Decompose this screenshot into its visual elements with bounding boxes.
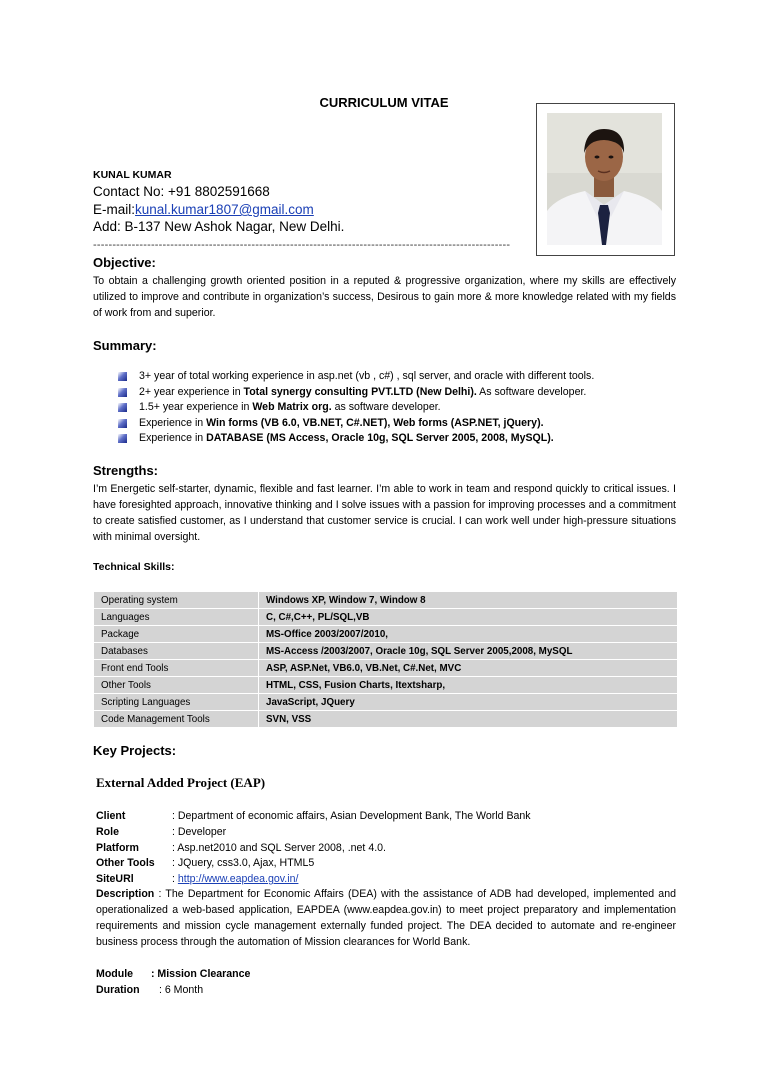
skill-value: MS-Office 2003/2007/2010, <box>259 626 678 643</box>
technical-skills-heading: Technical Skills: <box>93 561 175 573</box>
strengths-text: I’m Energetic self-starter, dynamic, flexible and fast learner. I’m able to work in team and respond quickly to critical issues. I have foresighted approach, innovative thinking and I solve issues with a passion for improving processes and a commitment to create satisfied customer, as I understand that customer service is crucial. I can work well under high-pressure situations with minimal oversight. <box>93 483 676 543</box>
platform-label: Platform <box>96 842 139 854</box>
list-item <box>118 369 594 385</box>
other-tools-label: Other Tools <box>96 857 155 869</box>
other-tools-value: : JQuery, css3.0, Ajax, HTML5 <box>172 857 315 869</box>
summary-heading: Summary: <box>93 338 157 353</box>
skill-category: Scripting Languages <box>94 694 259 711</box>
skill-value: SVN, VSS <box>259 711 678 728</box>
project-site-row <box>96 871 298 887</box>
duration-label: Duration <box>96 984 140 996</box>
platform-value: : Asp.net2010 and SQL Server 2008, .net 4.0. <box>172 842 386 854</box>
email-label: E-mail: <box>93 202 136 217</box>
table-row <box>94 609 678 626</box>
strengths-heading: Strengths: <box>93 463 158 478</box>
duration-value: : 6 Month <box>156 984 204 996</box>
skill-value: MS-Access /2003/2007, Oracle 10g, SQL Server 2005,2008, MySQL <box>259 643 678 660</box>
summary-item-bold: DATABASE (MS Access, Oracle 10g, SQL Server 2005, 2008, MySQL). <box>206 432 554 444</box>
project-module-row <box>96 966 250 982</box>
skill-value: ASP, ASP.Net, VB6.0, VB.Net, C#.Net, MVC <box>259 660 678 677</box>
client-label: Client <box>96 810 126 822</box>
project-description <box>96 886 676 950</box>
address-label: Add: <box>93 219 121 234</box>
skill-category: Front end Tools <box>94 660 259 677</box>
description-label: Description <box>96 888 155 900</box>
project-platform-row <box>96 840 386 856</box>
skill-category: Operating system <box>94 592 259 609</box>
skill-category: Databases <box>94 643 259 660</box>
module-label: Module <box>96 968 134 980</box>
email-link[interactable]: kunal.kumar1807@gmail.com <box>135 202 314 217</box>
contact-label: Contact No: <box>93 184 165 199</box>
technical-skills-table <box>93 591 678 728</box>
summary-item-post: as software developer. <box>331 401 441 413</box>
contact-line <box>93 184 270 199</box>
summary-item-pre: 1.5+ year experience in <box>139 401 253 413</box>
summary-item-pre: 3+ year of total working experience in asp.net (vb , c#) , sql server, and oracle with different tools. <box>139 370 595 382</box>
skill-category: Languages <box>94 609 259 626</box>
site-link[interactable]: http://www.eapdea.gov.in/ <box>177 873 299 885</box>
skill-value: Windows XP, Window 7, Window 8 <box>259 592 678 609</box>
client-value: : Department of economic affairs, Asian Development Bank, The World Bank <box>172 810 531 822</box>
list-item <box>118 400 594 416</box>
table-row <box>94 643 678 660</box>
summary-item-post: As software developer. <box>476 385 587 398</box>
table-row <box>94 694 678 711</box>
email-line <box>93 202 314 217</box>
role-value: : Developer <box>172 826 227 838</box>
description-value: : The Department for Economic Affairs (DEA) with the assistance of ADB had developed, implemented and operationalized a web-based application, EAPDEA (www.eapdea.gov.in) to meet project preparatory and implementation requirements and mission cycle management externally funded project. The DEA decided to automate and re-engineer business process through the automation of Mission clearances for World Bank. <box>96 888 676 948</box>
summary-item-pre: Experience in <box>139 432 207 444</box>
bullet-square-icon <box>118 434 127 443</box>
site-separator: : <box>172 873 178 885</box>
role-label: Role <box>96 826 119 838</box>
summary-item-bold: Total synergy consulting PVT.LTD (New Delhi). <box>243 385 477 398</box>
bullet-square-icon <box>118 372 127 381</box>
skill-category: Package <box>94 626 259 643</box>
objective-text: To obtain a challenging growth oriented position in a reputed & progressive organization, where my skills are effectively utilized to improve and contribute in organization’s success, Desirous to gain more & more knowledge related with my fields of work from and superior. <box>93 275 676 319</box>
person-portrait-icon <box>547 113 662 245</box>
summary-list <box>118 369 594 447</box>
bullet-square-icon <box>118 419 127 428</box>
list-item <box>118 385 594 401</box>
table-row <box>94 626 678 643</box>
site-label: SiteURl <box>96 873 134 885</box>
objective-heading: Objective: <box>93 255 156 270</box>
page-title: CURRICULUM VITAE <box>319 95 449 110</box>
skill-category: Code Management Tools <box>94 711 259 728</box>
project-client-row <box>96 808 531 824</box>
skill-category: Other Tools <box>94 677 259 694</box>
skill-value: HTML, CSS, Fusion Charts, Itextsharp, <box>259 677 678 694</box>
contact-number: +91 8802591668 <box>164 184 270 199</box>
list-item <box>118 416 594 432</box>
list-item <box>118 431 594 447</box>
project-other-tools-row <box>96 855 314 871</box>
skill-value: JavaScript, JQuery <box>259 694 678 711</box>
table-row <box>94 677 678 694</box>
table-row <box>94 660 678 677</box>
skill-value: C, C#,C++, PL/SQL,VB <box>259 609 678 626</box>
project-title: External Added Project (EAP) <box>96 775 266 790</box>
separator-line: ------------------------------------------------------------------------------------------------------------ <box>93 239 511 251</box>
key-projects-heading: Key Projects: <box>93 743 177 758</box>
summary-item-pre: Experience in <box>139 416 207 429</box>
bullet-square-icon <box>118 388 127 397</box>
summary-item-bold: Win forms (VB 6.0, VB.NET, C#.NET), Web forms (ASP.NET, jQuery). <box>206 416 544 429</box>
table-row <box>94 711 678 728</box>
module-value: : Mission Clearance <box>148 968 251 980</box>
project-duration-row <box>96 982 203 998</box>
summary-item-pre: 2+ year experience in <box>139 385 244 398</box>
table-row <box>94 592 678 609</box>
bullet-square-icon <box>118 403 127 412</box>
profile-photo <box>536 103 675 256</box>
address-value: B-137 New Ashok Nagar, New Delhi. <box>120 219 345 234</box>
address-line <box>93 219 344 234</box>
summary-item-bold: Web Matrix org. <box>252 401 332 413</box>
project-role-row <box>96 824 226 840</box>
candidate-name: KUNAL KUMAR <box>93 169 172 181</box>
